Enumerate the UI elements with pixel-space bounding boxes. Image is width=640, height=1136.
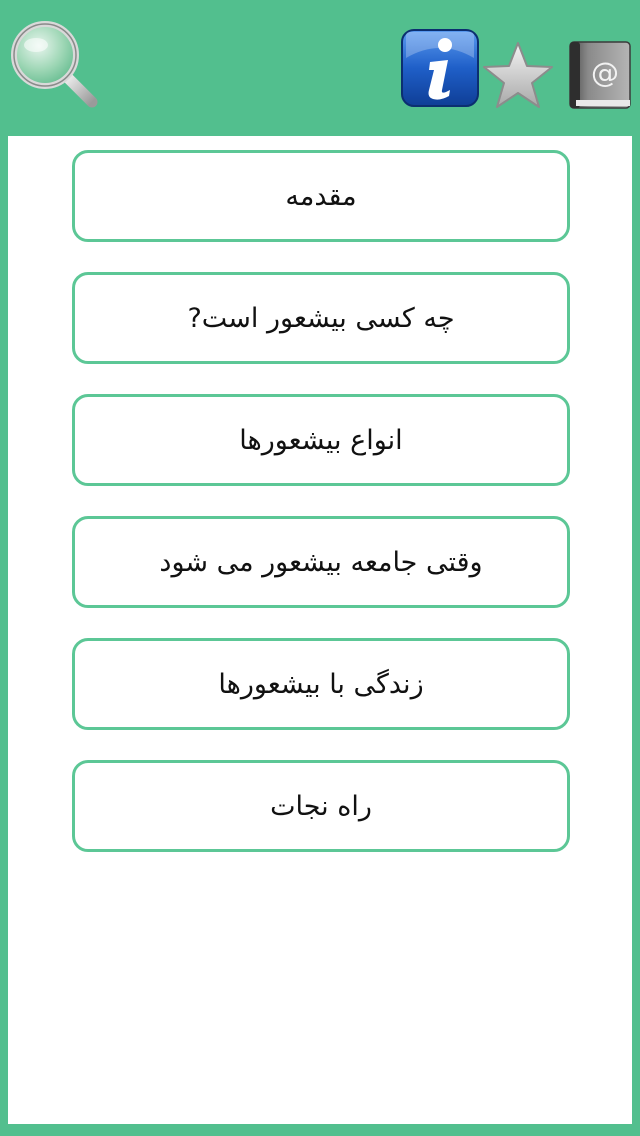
- svg-text:@: @: [591, 56, 619, 89]
- menu-item-living-with[interactable]: [72, 638, 570, 730]
- menu-item-label: راه نجات: [270, 790, 372, 822]
- menu-item-way-out[interactable]: [72, 760, 570, 852]
- menu-item-society[interactable]: [72, 516, 570, 608]
- menu-item-types[interactable]: [72, 394, 570, 486]
- menu-item-who-is-rude[interactable]: [72, 272, 570, 364]
- menu-item-label: چه کسی بیشعور است?: [187, 302, 455, 334]
- menu-item-label: زندگی با بیشعورها: [218, 668, 424, 700]
- address-book-icon[interactable]: [566, 40, 634, 110]
- search-icon[interactable]: [8, 18, 100, 110]
- info-icon[interactable]: [400, 28, 480, 108]
- star-icon[interactable]: [482, 40, 554, 110]
- menu-item-label: وقتی جامعه بیشعور می شود: [159, 546, 483, 578]
- menu-item-introduction[interactable]: [72, 150, 570, 242]
- top-toolbar: [0, 0, 640, 136]
- menu-item-label: انواع بیشعورها: [239, 424, 403, 456]
- content-panel: [8, 136, 632, 1124]
- menu-item-label: مقدمه: [285, 180, 357, 212]
